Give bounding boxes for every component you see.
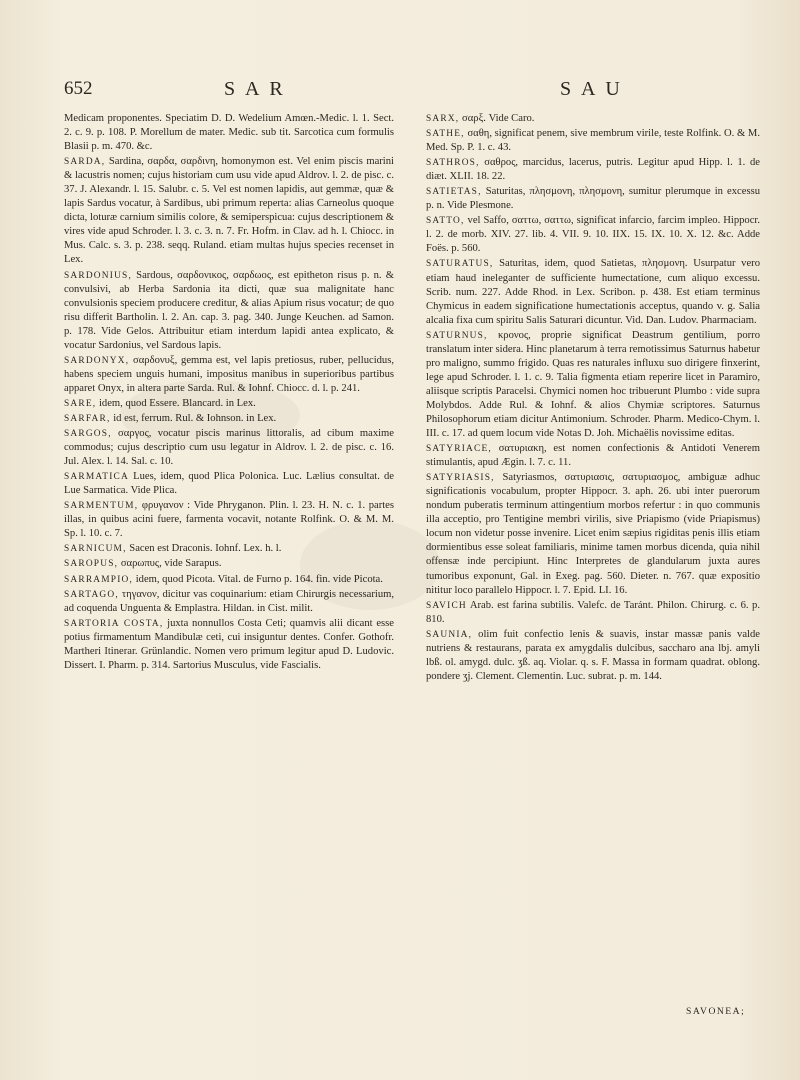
entry-headword: SARTAGO, bbox=[64, 589, 119, 600]
entry-text: juxta nonnullos Costa Ceti; quamvis alii dicant esse potius firmamentum Mandibulæ ceti, cui insiguntur dentes. Confer. Gothofr. Martheri Itinerar. Grünlandic. Nomen vero primum legitur apud D. Ludovic. Dissert. I. Pharm. p. 314. Sartorius Musculus, vide Fascialis. bbox=[64, 617, 394, 671]
dictionary-entry bbox=[64, 412, 394, 426]
entry-text: σαρδονυξ, gemma est, vel lapis pretiosus, ruber, pellucidus, habens speciem unguis humani, impositus manibus in superioribus partibus apparet Onyx, in altera parte Sarda. Rul. & Iohnf. Chiocc. d. l. p. 241. bbox=[64, 354, 394, 394]
entry-text: Satyriasmos, σατυριασις, σατυριασμος, ambiguæ adhuc significationis vocabulum, propter Hippocr. 3. aph. 26. ubi inter puerorum nondum puberatis terminum attingentium morbos refertur : in quo communis illa acceptio, pro Tentigine membri virilis, sive Priapismo (vide Priapismus) locum non videtur posse invenire. Licet enim sæpius rigiditas penis illis etiam dormientibus esse soleat familiaris, minime tamen morbus dicenda, quia nihil offensæ inde percipiunt. Hinc Interpretes de glandularum juxta aures tumoribus exponunt, Gal. in Exeg. pag. 560. Dieter. n. 767. quæ expositio nititur loco parallelo Hippocr. l. 7. Epid. LI. 16. bbox=[426, 472, 760, 596]
dictionary-entry bbox=[64, 588, 394, 616]
entry-headword: SARDONIUS, bbox=[64, 270, 132, 281]
entry-headword: SATTO, bbox=[426, 216, 465, 227]
entry-headword: SARRAMPIO, bbox=[64, 574, 134, 585]
entry-text: σαρωπυς, vide Sarapus. bbox=[120, 558, 222, 570]
entry-text: Arab. est farina subtilis. Valefc. de Taránt. Philon. Chirurg. c. 6. p. 810. bbox=[426, 599, 760, 625]
entry-headword: SARNICUM, bbox=[64, 544, 127, 555]
dictionary-entry bbox=[64, 499, 394, 541]
entry-text: Sardina, σαρδα, σαρδινη, homonymon est. Vel enim piscis marini & lacustris nomen; cujus historiam cum usu vide apud Aldrov. l. 2. de pisc. c. 37. J. Alexandr. l. 15. Salubr. c. 5. Vel est nomen lapidis, aut gemmæ, quæ & lapis Sardus vocatur, à Sardibus, ubi primum reperta: alias Carneolus quoque dicta, loturæ carnium similis colore, & semiperspicua: cujus descriptionem & vires vide apud Schroder. l. 3. c. 3. n. 7. Fr. Hofm. in Clav. ad h. l. Chiocc. in Mus. Calc. s. 3. p. 238. seqq. Ruland. etiam multas hujus species recenset in Lex. bbox=[64, 156, 394, 266]
entry-headword: SATURATUS, bbox=[426, 259, 494, 270]
dictionary-entry bbox=[426, 599, 760, 627]
entry-text: τηγανον, dicitur vas coquinarium: etiam Chirurgis necessarium, ad coquenda Unguenta & Emplastra. Hildan. in Cist. milit. bbox=[64, 588, 395, 614]
dictionary-entry bbox=[64, 354, 394, 396]
dictionary-entry bbox=[426, 214, 760, 256]
dictionary-entry bbox=[64, 155, 394, 267]
dictionary-entry bbox=[426, 112, 760, 126]
dictionary-entry bbox=[64, 269, 394, 353]
entry-headword: SAROPUS, bbox=[64, 559, 119, 570]
entry-text: Lues, idem, quod Plica Polonica. Luc. Lælius consultat. de Lue Sarmatica. Vide Plica. bbox=[64, 471, 394, 497]
entry-text: κρονος, proprie significat Deastrum gentilium, porro translatum inter sidera. Hinc planetarum à terra remotissimus Saturnus habetur pro maligno, summo frigido. Quas res naturales influxu suo dirigere finxerint, lege apud Schroder. l. 1. c. 9. Talia figmenta etiam reperire licet in Paramiro, aliisque scriptis Paracelsi. Chymici nomen hoc tribuerunt Plumbo : vide supra Molybdos. Adde Rul. & Iohnf. & alios Chymiæ scriptores. Saturnus Philosophorum etiam dicitur Antimonium. Schroder. Pharm. Medico-Chym. l. III. c. 17. ad quem locum vide Notas D. Joh. Michaëlis novissime editas. bbox=[426, 329, 760, 440]
dictionary-entry bbox=[64, 617, 394, 673]
dictionary-entry bbox=[426, 257, 760, 327]
entry-headword: SAVICH bbox=[426, 600, 467, 611]
entry-headword: SAUNIA, bbox=[426, 629, 473, 640]
right-column bbox=[426, 112, 760, 684]
entry-text: σαργος, vocatur piscis marinus littoralis, ad cibum maxime commodus; cujus descriptio cum usu legatur in Aldrov. l. 2. de pisc. c. 16. Jul. Alex. l. 14. Sal. c. 10. bbox=[64, 428, 394, 468]
entry-text: idem, quod Essere. Blancard. in Lex. bbox=[98, 397, 256, 409]
dictionary-entry bbox=[426, 471, 760, 597]
entry-text: Sardous, σαρδονικος, σαρδωος, est epitheton risus p. n. & convulsivi, ab Herba Sardonia ita dicti, quæ sua malignitate hanc convulsionis speciem producere creditur, & alias Apium risus vocatur; de quo risu differit Bartholin. l. 2. An. cap. 3. pag. 340. Junge Keuchen. ad Samon. p. 178. Vide Gelos. Attribuitur etiam interdum lapidi antea explicato, & vocatur Sardonius, vel Sardous lapis. bbox=[64, 269, 394, 351]
dictionary-entry bbox=[426, 185, 760, 213]
entry-text: σαρξ. Vide Caro. bbox=[462, 113, 535, 124]
entry-headword: SARMATICA bbox=[64, 472, 129, 483]
dictionary-entry bbox=[64, 397, 394, 411]
entry-headword: SARDA, bbox=[64, 157, 106, 168]
dictionary-entry bbox=[426, 628, 760, 684]
dictionary-entry bbox=[426, 127, 760, 155]
entry-text: σαθη, significat penem, sive membrum virile, teste Rolfink. O. & M. Med. Sp. P. 1. c. 43. bbox=[426, 128, 760, 154]
entry-headword: SARE, bbox=[64, 398, 97, 409]
entry-headword: SARMENTUM, bbox=[64, 501, 139, 512]
dictionary-entry bbox=[64, 470, 394, 498]
entry-headword: SATYRIASIS, bbox=[426, 473, 495, 484]
dictionary-entry bbox=[426, 156, 760, 184]
page-header bbox=[64, 78, 760, 106]
entry-headword: SARTORIA COSTA, bbox=[64, 618, 164, 629]
left-column bbox=[64, 112, 394, 673]
entry-headword: SATHE, bbox=[426, 129, 465, 140]
entry-text: σαθρος, marcidus, lacerus, putris. Legitur apud Hipp. l. 1. de diæt. XLII. 18. 22. bbox=[426, 157, 760, 183]
dictionary-entry bbox=[64, 427, 394, 469]
entry-text: σατυριακη, est nomen confectionis & Antidoti Venerem stimulantis, apud Ægin. l. 7. c. 11. bbox=[426, 443, 760, 469]
entry-headword: SATHROS, bbox=[426, 158, 480, 169]
running-head-left: S A R bbox=[224, 78, 286, 100]
entry-text: Saturitas, πλησμονη, πλησμονη, sumitur plerumque in excessu p. n. Vide Plesmone. bbox=[426, 186, 760, 212]
dictionary-entry bbox=[64, 557, 394, 571]
entry-headword: SATIETAS, bbox=[426, 187, 482, 198]
entry-headword: SATYRIACE, bbox=[426, 444, 492, 455]
entry-text: olim fuit confectio lenis & suavis, instar massæ panis valde nutriens & restaurans, parata ex amygdalis dulcibus, saccharo ana lbj. amyli lbß. ol. amygd. dulc. ʒß. aq. Violar. q. s. F. Massa in formam quadrat. oblong. pondere ʒj. Clement. Clementin. Luc. subrat. p. m. 144. bbox=[426, 628, 760, 682]
dictionary-entry bbox=[426, 329, 760, 441]
dictionary-entry bbox=[64, 542, 394, 556]
dictionary-entry bbox=[426, 442, 760, 470]
entry-headword: SATURNUS, bbox=[426, 330, 488, 341]
catchword: SAVONEA; bbox=[686, 1006, 746, 1017]
entry-text: φρυγανον : Vide Phryganon. Plin. l. 23. H. N. c. 1. partes illas, in quibus acini fuere, farmenta vocavit, notante Rolfink. O. & M. M. Sp. l. 10. c. 7. bbox=[64, 500, 394, 540]
entry-headword: SARDONYX, bbox=[64, 355, 130, 366]
entry-text: vel Saffo, σαττω, σαττω, significat infarcio, farcim impleo. Hippocr. l. 2. de morb. XIV. 27. lib. 4. VII. 9. 10. IIX. 15. IX. 10. X. 12. &c. Adde Foës. p. 560. bbox=[426, 215, 760, 255]
dictionary-entry bbox=[64, 112, 394, 154]
entry-headword: SARGOS, bbox=[64, 429, 112, 440]
entry-headword: SARX, bbox=[426, 114, 460, 124]
entry-headword: SARFAR, bbox=[64, 413, 111, 424]
dictionary-entry bbox=[64, 573, 394, 587]
page-number: 652 bbox=[64, 78, 93, 99]
running-head-right: S A U bbox=[560, 78, 623, 100]
entry-text: Medicam proponentes. Speciatim D. D. Wedelium Amœn.-Medic. l. 1. Sect. 2. c. 9. p. 108. P. Morellum de mater. Medic. sub tit. Sarcotica cum formulis Blasii p. m. 470. &c. bbox=[64, 113, 394, 153]
entry-text: idem, quod Picota. Vital. de Furno p. 164. fin. vide Picota. bbox=[135, 573, 383, 585]
entry-text: Saturitas, idem, quod Satietas, πλησμονη. Usurpatur vero etiam haud ineleganter de sufficiente humectatione, cum aliquo excessu. Scrib. num. 227. Adde Rhod. in Lex. Scribon. p. 438. Est etiam terminus Chymicus in eadem significatione humectationis acceptus, quando v. g. Salia alcalia fixa cum spiritu Salis Saturari dicuntur. Vid. Dan. Ludov. Pharmaciam. bbox=[426, 258, 761, 326]
entry-text: Sacen est Draconis. Iohnf. Lex. h. l. bbox=[129, 543, 282, 555]
entry-text: id est, ferrum. Rul. & Iohnson. in Lex. bbox=[113, 412, 277, 424]
